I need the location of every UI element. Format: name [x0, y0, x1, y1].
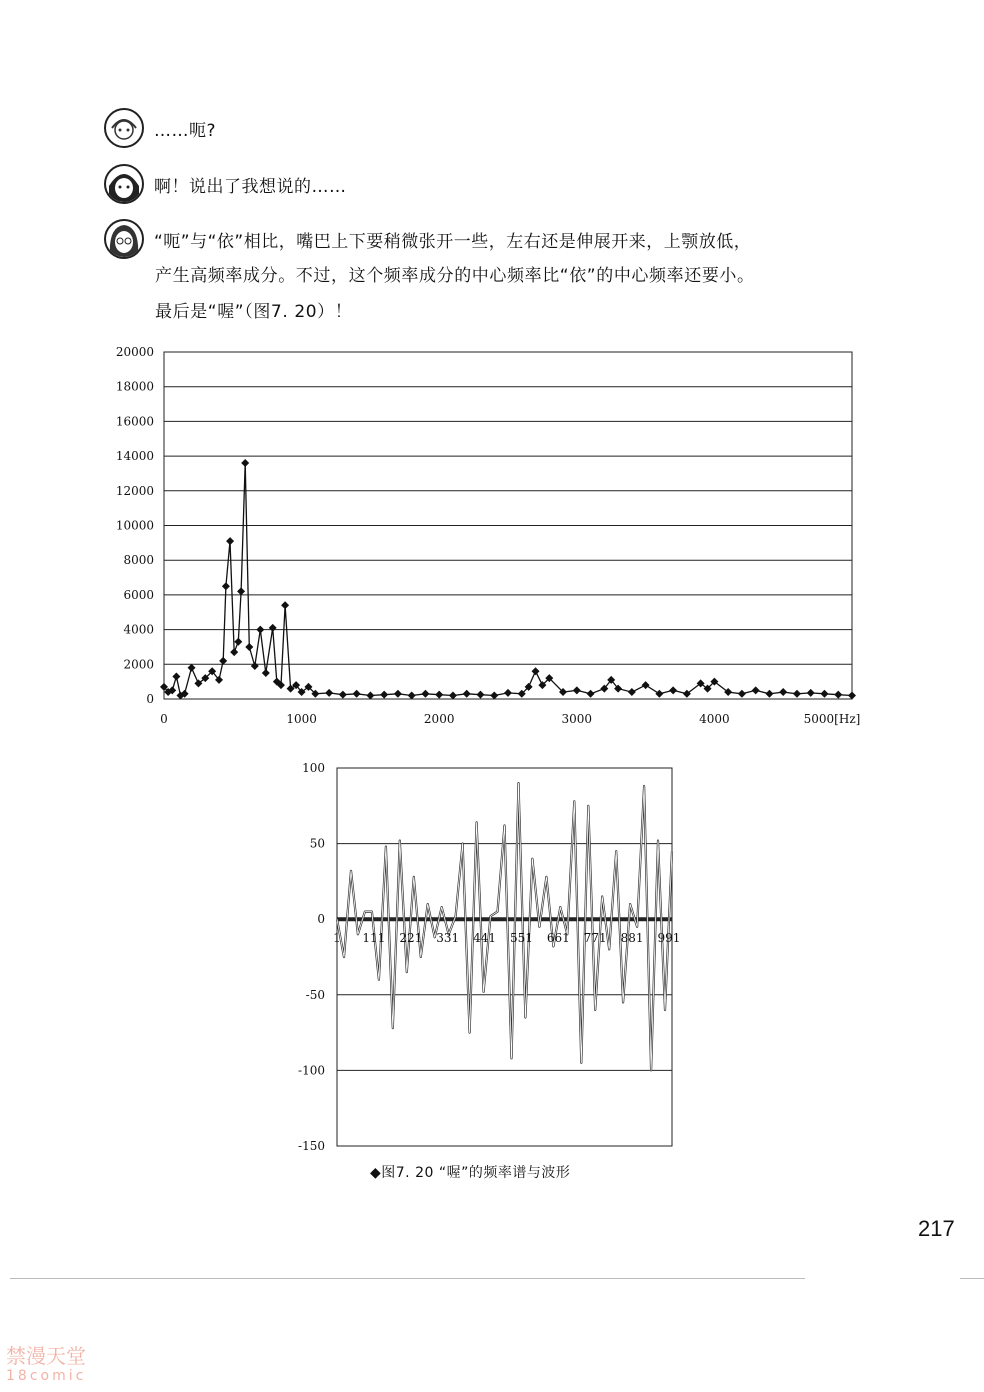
spectrum-data-point: [366, 692, 374, 700]
spectrum-data-point: [765, 690, 773, 698]
spectrum-data-point: [476, 691, 484, 699]
waveform-x-tick-label: 331: [436, 931, 460, 946]
spectrum-data-point: [628, 688, 636, 696]
spectrum-x-tick-label: 0: [160, 712, 168, 726]
spectrum-data-point: [230, 648, 238, 656]
spectrum-data-point: [234, 638, 242, 646]
spectrum-y-tick-label: 20000: [115, 345, 154, 359]
waveform-y-tick-label: 100: [302, 761, 325, 775]
footer-rule-right: [960, 1278, 984, 1279]
watermark-logo: [6, 1346, 86, 1386]
paragraph-line-3: 最后是“喔”（图7. 20）！: [155, 302, 353, 322]
spectrum-data-point: [256, 626, 264, 634]
spectrum-data-point: [172, 672, 180, 680]
spectrum-data-point: [490, 692, 498, 700]
spectrum-x-tick-label: 1000: [286, 712, 317, 726]
spectrum-data-point: [339, 691, 347, 699]
waveform-series-highlight: [337, 783, 672, 1070]
dialogue-text-3: “呃”与“依”相比，嘴巴上下要稍微张开一些，左右还是伸展开来，上颚放低，: [154, 231, 752, 252]
waveform-x-tick-label: 221: [399, 931, 423, 946]
spectrum-x-tick-label: 4000: [699, 712, 730, 726]
spectrum-y-tick-label: 10000: [115, 518, 154, 533]
spectrum-y-tick-label: 6000: [123, 587, 154, 602]
waveform-y-tick-label: -150: [298, 1139, 325, 1153]
spectrum-y-tick-label: 0: [146, 692, 154, 706]
spectrum-data-point: [394, 690, 402, 698]
spectrum-x-tick-label: 2000: [423, 712, 455, 726]
waveform-x-tick-label: 771: [583, 931, 607, 946]
spectrum-data-point: [237, 587, 245, 595]
waveform-x-tick-label: 111: [362, 931, 386, 946]
dialogue-text-1: ……呃?: [154, 120, 217, 141]
spectrum-data-point: [325, 689, 333, 697]
spectrum-data-point: [587, 690, 595, 698]
spectrum-data-point: [219, 657, 227, 665]
spectrum-y-tick-label: 16000: [115, 414, 154, 429]
spectrum-data-point: [642, 681, 650, 689]
waveform-x-tick-label: 661: [546, 931, 570, 946]
spectrum-data-point: [669, 686, 677, 694]
spectrum-series-line: [164, 463, 852, 696]
spectrum-data-point: [380, 691, 388, 699]
spectrum-data-point: [226, 537, 234, 545]
waveform-x-tick-label: 1: [333, 931, 341, 946]
waveform-y-tick-label: -100: [298, 1063, 325, 1078]
paragraph-line-2: 产生高频率成分。不过，这个频率成分的中心频率比“依”的中心频率还要小。: [155, 266, 755, 286]
footer-rule: [10, 1278, 805, 1279]
spectrum-data-point: [752, 686, 760, 694]
spectrum-y-tick-label: 14000: [115, 449, 154, 464]
spectrum-y-tick-label: 12000: [115, 483, 154, 498]
spectrum-y-tick-label: 8000: [123, 553, 154, 568]
spectrum-y-tick-label: 2000: [123, 657, 154, 672]
watermark-line-1: 禁漫天堂: [6, 1344, 86, 1368]
spectrum-data-point: [779, 688, 787, 696]
spectrum-data-point: [269, 624, 277, 632]
spectrum-data-point: [421, 690, 429, 698]
spectrum-data-point: [655, 690, 663, 698]
spectrum-data-point: [738, 690, 746, 698]
spectrum-chart: [116, 345, 861, 726]
spectrum-data-point: [262, 669, 270, 677]
spectrum-data-point: [834, 691, 842, 699]
spectrum-data-point: [504, 689, 512, 697]
spectrum-data-point: [222, 582, 230, 590]
waveform-x-tick-label: 991: [657, 931, 681, 946]
spectrum-data-point: [820, 690, 828, 698]
watermark-line-2: 18comic: [6, 1368, 87, 1384]
spectrum-x-tick-label: 3000: [561, 712, 593, 726]
spectrum-y-tick-label: 4000: [123, 622, 154, 637]
spectrum-data-point: [251, 662, 259, 670]
waveform-x-tick-label: 551: [509, 931, 533, 946]
waveform-y-tick-label: 0: [317, 912, 325, 927]
waveform-chart: [298, 761, 680, 1153]
waveform-y-tick-label: 50: [309, 836, 325, 851]
waveform-x-tick-label: 881: [620, 931, 644, 946]
page-number: 217: [918, 1216, 955, 1241]
spectrum-data-point: [532, 667, 540, 675]
spectrum-data-point: [793, 690, 801, 698]
dialogue-text-2: 啊！说出了我想说的……: [154, 176, 347, 197]
spectrum-data-point: [463, 690, 471, 698]
waveform-y-tick-label: -50: [305, 987, 325, 1002]
spectrum-data-point: [848, 692, 856, 700]
spectrum-data-point: [807, 689, 815, 697]
spectrum-data-point: [188, 664, 196, 672]
spectrum-y-tick-label: 18000: [115, 379, 154, 394]
figure-caption: ◆图7. 20 “喔”的频率谱与波形: [370, 1165, 571, 1181]
waveform-x-tick-label: 441: [473, 931, 497, 946]
spectrum-data-point: [281, 601, 289, 609]
spectrum-data-point: [408, 692, 416, 700]
spectrum-data-point: [449, 692, 457, 700]
spectrum-data-point: [435, 691, 443, 699]
spectrum-data-point: [573, 686, 581, 694]
spectrum-x-tick-label: 5000[Hz]: [803, 712, 861, 726]
spectrum-data-point: [241, 459, 249, 467]
spectrum-data-point: [353, 690, 361, 698]
spectrum-data-point: [245, 643, 253, 651]
